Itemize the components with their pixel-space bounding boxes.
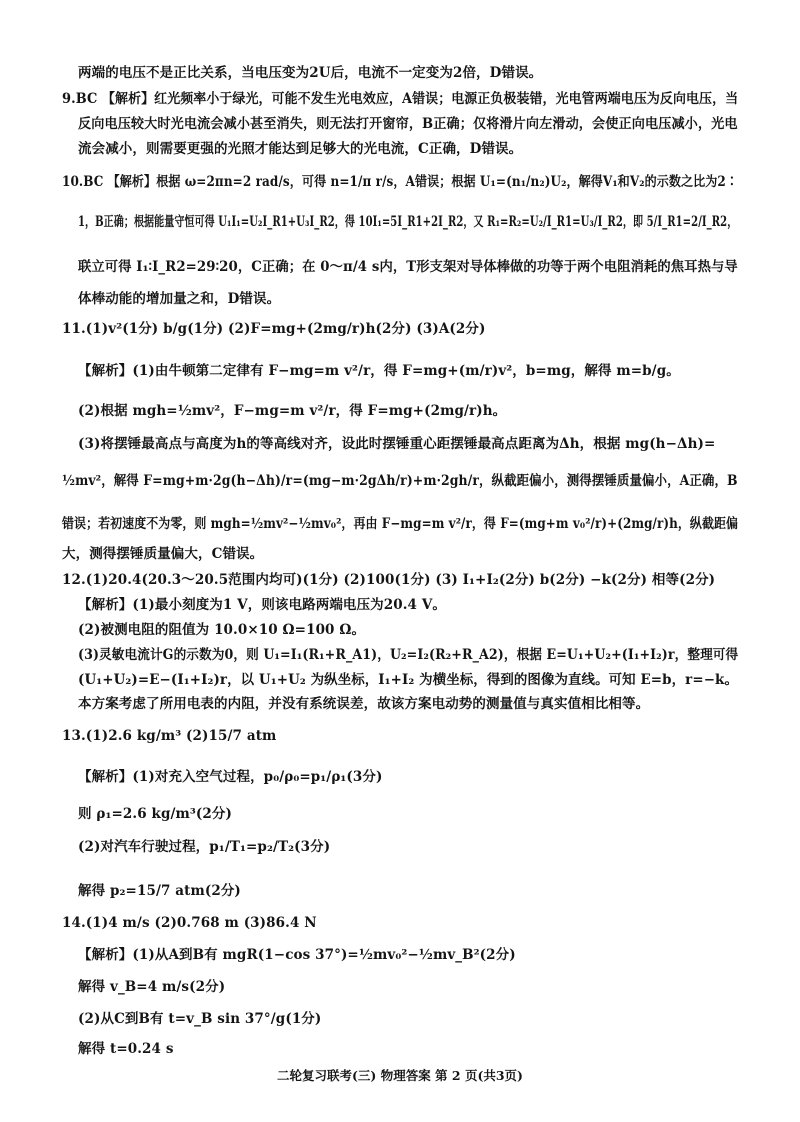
answer-10-line: 10.BC 【解析】根据 ω=2πn=2 rad/s，可得 n=1/π r/s，A错误；根据 U₁=(n₁/n₂)U₂，解得V₁和V₂的示数之比为2∶ xyxy=(62,174,738,190)
text-line: (2)从C到B有 t=v_B sin 37°/g(1分) xyxy=(78,1011,322,1027)
text-line: (2)根据 mgh=½mv²，F−mg=m v²/r，得 F=mg+(2mg/r)h。 xyxy=(78,403,507,419)
text-line: 1，B正确；根据能量守恒可得 U₁I₁=U₂I_R1+U₃I_R2，得 10I₁=5I_R1+2I_R2，又 R₁=R₂=U₂/I_R1=U₃/I_R2，即 5/I_R1=2/I_R2， xyxy=(78,214,738,230)
text-line: ½mv²，解得 F=mg+m·2g(h−Δh)/r=(mg−m·2gΔh/r)+m·2gh/r，纵截距偏小，测得摆锤质量偏小，A正确，B xyxy=(62,473,738,489)
text-line: 两端的电压不是正比关系，当电压变为2U后，电流不一定变为2倍，D错误。 xyxy=(78,65,543,81)
text-line: (3)灵敏电流计G的示数为0，则 U₁=I₁(R₁+R_A1)，U₂=I₂(R₂+R_A2)，根据 E=U₁+U₂+(I₁+I₂)r，整理可得 xyxy=(78,647,739,663)
answer-9-line: 9.BC 【解析】红光频率小于绿光，可能不发生光电效应，A错误；电源正负极装错，光电管两端电压为反向电压，当 xyxy=(62,91,739,107)
text-line: 【解析】(1)从A到B有 mgR(1−cos 37°)=½mv₀²−½mv_B²(2分) xyxy=(78,947,516,963)
page-footer: 二轮复习联考(三) 物理答案 第 2 页(共3页) xyxy=(277,1068,523,1083)
answer-13-line: 13.(1)2.6 kg/m³ (2)15/7 atm xyxy=(62,728,277,744)
text-line: 解得 v_B=4 m/s(2分) xyxy=(78,979,226,995)
text-line: 则 ρ₁=2.6 kg/m³(2分) xyxy=(78,806,232,822)
text-line: 【解析】(1)由牛顿第二定律有 F−mg=m v²/r，得 F=mg+(m/r)v²，b=mg，解得 m=b/g。 xyxy=(78,363,680,379)
text-line: 解得 p₂=15/7 atm(2分) xyxy=(78,883,241,899)
text-line: 解得 t=0.24 s xyxy=(78,1041,174,1057)
answer-11-line: 11.(1)v²(1分) b/g(1分) (2)F=mg+(2mg/r)h(2分) (3)A(2分) xyxy=(62,321,486,337)
text-line: (3)将摆锤最高点与高度为h的等高线对齐，设此时摆锤重心距摆锤最高点距离为Δh，根据 mg(h−Δh)= xyxy=(78,436,716,452)
text-line: 【解析】(1)对充入空气过程，p₀/ρ₀=p₁/ρ₁(3分) xyxy=(78,769,383,785)
text-line: (2)对汽车行驶过程，p₁/T₁=p₂/T₂(3分) xyxy=(78,839,331,855)
answer-12-line: 12.(1)20.4(20.3～20.5范围内均可)(1分) (2)100(1分) (3) I₁+I₂(2分) b(2分) −k(2分) 相等(2分) xyxy=(62,572,716,588)
text-line: 联立可得 I₁∶I_R2=29∶20，C正确；在 0～π/4 s内，T形支架对导体棒做的功等于两个电阻消耗的焦耳热与导 xyxy=(78,259,738,275)
text-line: 【解析】(1)最小刻度为1 V，则该电路两端电压为20.4 V。 xyxy=(78,597,446,613)
text-line: 体棒动能的增加量之和，D错误。 xyxy=(78,291,281,307)
text-line: 错误；若初速度不为零，则 mgh=½mv²−½mv₀²，再由 F−mg=m v²/r，得 F=(mg+m v₀²/r)+(2mg/r)h，纵截距偏 xyxy=(62,516,739,532)
text-line: (U₁+U₂)=E−(I₁+I₂)r，以 U₁+U₂ 为纵坐标，I₁+I₂ 为横坐标，得到的图像为直线。可知 E=b，r=−k。 xyxy=(78,672,738,688)
text-line: (2)被测电阻的阻值为 10.0×10 Ω=100 Ω。 xyxy=(78,622,366,638)
text-line: 大，测得摆锤质量偏大，C错误。 xyxy=(62,546,264,562)
text-line: 反向电压较大时光电流会减小甚至消失，则无法打开窗帘，B正确；仅将滑片向左滑动，会使正向电压减小，光电 xyxy=(78,116,738,132)
answer-14-line: 14.(1)4 m/s (2)0.768 m (3)86.4 N xyxy=(62,915,317,931)
text-line: 流会减小，则需要更强的光照才能达到足够大的光电流，C正确，D错误。 xyxy=(78,141,523,157)
text-line: 本方案考虑了所用电表的内阻，并没有系统误差，故该方案电动势的测量值与真实值相比相等。 xyxy=(78,696,650,712)
